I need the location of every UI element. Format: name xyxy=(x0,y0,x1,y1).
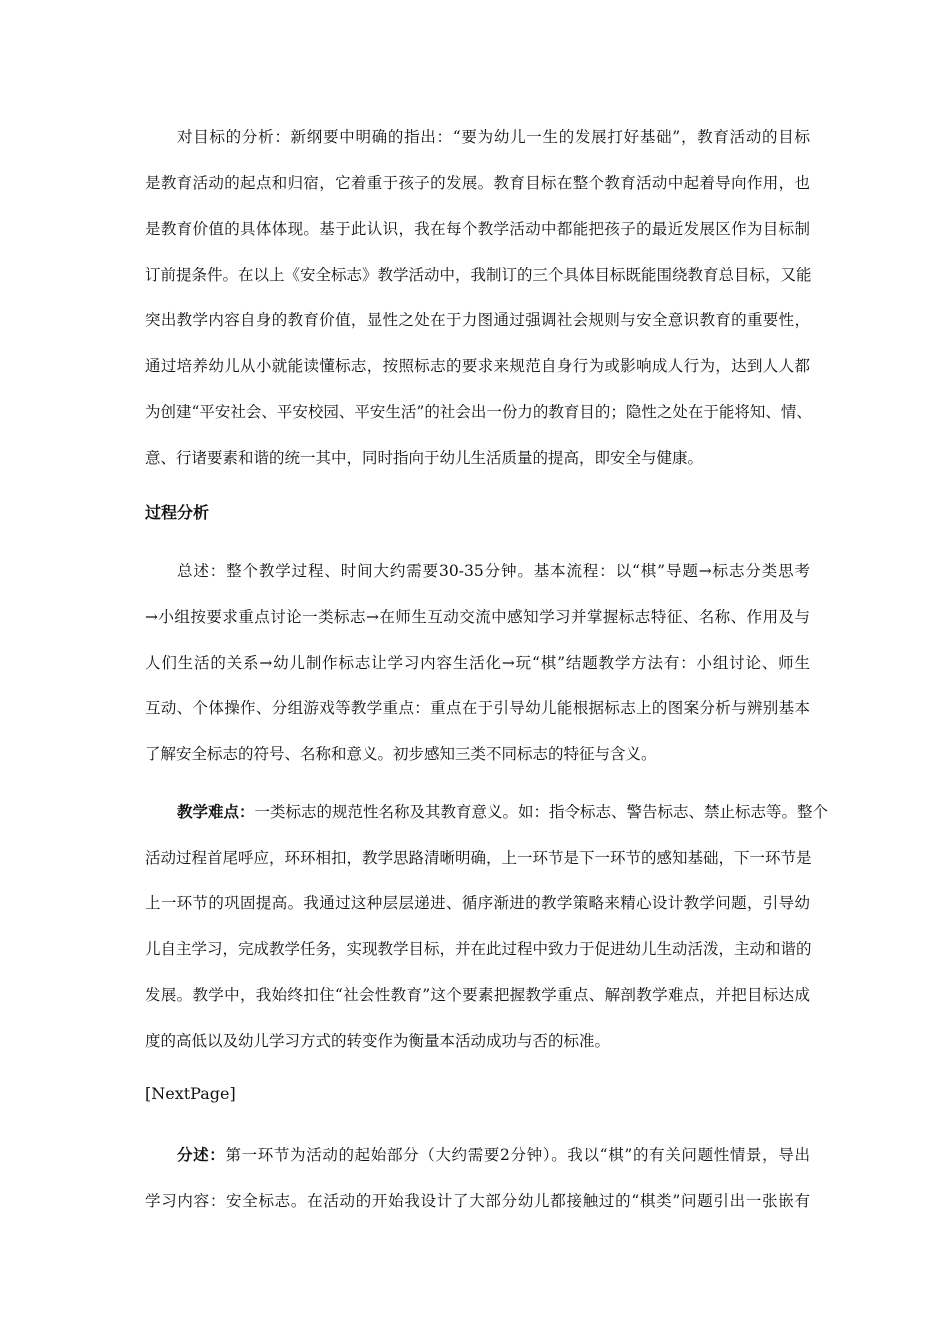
paragraph-line: 上一环节的巩固提高。我通过这种层层递进、循序渐进的教学策略来精心设计教学问题，引导幼 xyxy=(145,894,810,912)
paragraph-line: 意、行诸要素和谐的统一其中，同时指向于幼儿生活质量的提高，即安全与健康。 xyxy=(145,449,704,467)
paragraph-line: 总述：整个教学过程、时间大约需要30-35分钟。基本流程：以“棋”导题→标志分类思考 xyxy=(177,562,810,580)
paragraph-line: 了解安全标志的符号、名称和意义。初步感知三类不同标志的特征与含义。 xyxy=(145,745,657,763)
paragraph-line: 人们生活的关系→幼儿制作标志让学习内容生活化→玩“棋”结题教学方法有：小组讨论、师生 xyxy=(145,654,810,672)
paragraph-line: 通过培养幼儿从小就能读懂标志，按照标志的要求来规范自身行为或影响成人行为，达到人人都 xyxy=(145,357,810,375)
paragraph-line: 儿自主学习，完成教学任务，实现教学目标，并在此过程中致力于促进幼儿生动活泼，主动和谐的 xyxy=(145,940,812,958)
paragraph-text: 一类标志的规范性名称及其教育意义。如：指令标志、警告标志、禁止标志等。整个 xyxy=(254,803,829,821)
bold-label: 分述： xyxy=(177,1145,226,1164)
paragraph-line: 是教育价值的具体体现。基于此认识，我在每个教学活动中都能把孩子的最近发展区作为目标制 xyxy=(145,220,810,238)
next-page-marker: [NextPage] xyxy=(145,1084,236,1103)
paragraph-line: 订前提条件。在以上《安全标志》教学活动中，我制订的三个具体目标既能围绕教育总目标，又能 xyxy=(145,266,812,284)
paragraph-line xyxy=(177,802,829,822)
paragraph-line: 学习内容：安全标志。在活动的开始我设计了大部分幼儿都接触过的“棋类”问题引出一张嵌有 xyxy=(145,1192,810,1210)
paragraph-line: 对目标的分析：新纲要中明确的指出：“要为幼儿一生的发展打好基础”，教育活动的目标 xyxy=(177,128,810,146)
bold-label: 教学难点： xyxy=(177,802,255,821)
paragraph-line: 突出教学内容自身的教育价值，显性之处在于力图通过强调社会规则与安全意识教育的重要性， xyxy=(145,311,810,329)
paragraph-line: 互动、个体操作、分组游戏等教学重点：重点在于引导幼儿能根据标志上的图案分析与辨别基本 xyxy=(145,699,810,717)
paragraph-line: 是教育活动的起点和归宿，它着重于孩子的发展。教育目标在整个教育活动中起着导向作用，也 xyxy=(145,174,810,192)
paragraph-line: 发展。教学中，我始终扣住“社会性教育”这个要素把握教学重点、解剖教学难点，并把目标达成 xyxy=(145,986,810,1004)
paragraph-text: 第一环节为活动的起始部分（大约需要2分钟）。我以“棋”的有关问题性情景，导出 xyxy=(225,1146,810,1164)
paragraph-line: 度的高低以及幼儿学习方式的转变作为衡量本活动成功与否的标准。 xyxy=(145,1032,611,1050)
paragraph-line: 为创建“平安社会、平安校园、平安生活”的社会出一份力的教育目的；隐性之处在于能将知、情、 xyxy=(145,403,812,421)
section-heading: 过程分析 xyxy=(145,503,210,522)
paragraph-line xyxy=(177,1145,810,1165)
paragraph-line: 活动过程首尾呼应，环环相扣，教学思路清晰明确，上一环节是下一环节的感知基础，下一环节是 xyxy=(145,849,812,867)
paragraph-line: →小组按要求重点讨论一类标志→在师生互动交流中感知学习并掌握标志特征、名称、作用及与 xyxy=(145,608,810,626)
